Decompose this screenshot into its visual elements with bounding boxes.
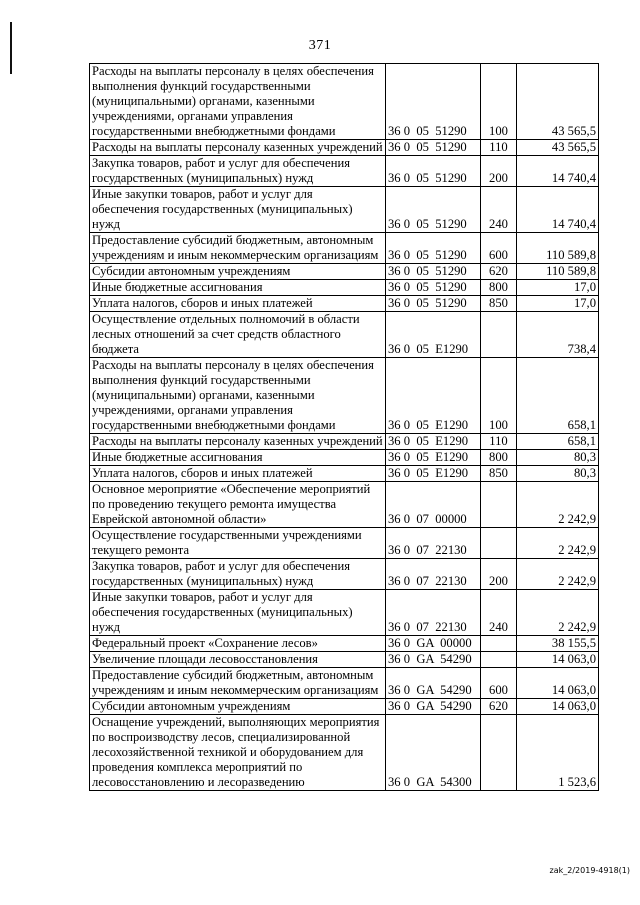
table-row bbox=[90, 466, 599, 482]
row-code-cell: 36 0 GA 54290 bbox=[386, 652, 481, 668]
row-expense-type-cell bbox=[481, 528, 517, 559]
row-name-cell: Уплата налогов, сборов и иных платежей bbox=[90, 296, 386, 312]
row-code-cell: 36 0 GA 54290 bbox=[386, 699, 481, 715]
row-expense-type-cell: 200 bbox=[481, 156, 517, 187]
row-amount-cell: 2 242,9 bbox=[517, 559, 599, 590]
row-code-cell: 36 0 GA 00000 bbox=[386, 636, 481, 652]
table-row bbox=[90, 358, 599, 434]
row-amount-cell: 14 740,4 bbox=[517, 187, 599, 233]
table-row bbox=[90, 312, 599, 358]
table-row bbox=[90, 296, 599, 312]
row-amount-cell: 2 242,9 bbox=[517, 482, 599, 528]
table-row bbox=[90, 140, 599, 156]
row-code-cell: 36 0 GA 54300 bbox=[386, 715, 481, 791]
row-code-cell: 36 0 05 51290 bbox=[386, 140, 481, 156]
row-code-cell: 36 0 05 51290 bbox=[386, 296, 481, 312]
row-amount-cell: 2 242,9 bbox=[517, 590, 599, 636]
row-code-cell: 36 0 05 51290 bbox=[386, 280, 481, 296]
row-amount-cell: 14 063,0 bbox=[517, 668, 599, 699]
row-expense-type-cell: 100 bbox=[481, 358, 517, 434]
row-name-cell: Осуществление государственными учреждениями текущего ремонта bbox=[90, 528, 386, 559]
budget-table-body bbox=[90, 64, 599, 791]
row-name-cell: Закупка товаров, работ и услуг для обеспечения государственных (муниципальных) нужд bbox=[90, 156, 386, 187]
table-row bbox=[90, 450, 599, 466]
row-expense-type-cell: 800 bbox=[481, 280, 517, 296]
table-row bbox=[90, 264, 599, 280]
row-expense-type-cell: 240 bbox=[481, 187, 517, 233]
row-name-cell: Предоставление субсидий бюджетным, автономным учреждениям и иным некоммерческим организациям bbox=[90, 233, 386, 264]
row-code-cell: 36 0 05 51290 bbox=[386, 187, 481, 233]
row-amount-cell: 2 242,9 bbox=[517, 528, 599, 559]
row-code-cell: 36 0 05 51290 bbox=[386, 156, 481, 187]
row-expense-type-cell: 110 bbox=[481, 434, 517, 450]
row-expense-type-cell bbox=[481, 652, 517, 668]
row-expense-type-cell: 100 bbox=[481, 64, 517, 140]
row-code-cell: 36 0 05 51290 bbox=[386, 264, 481, 280]
row-amount-cell: 43 565,5 bbox=[517, 64, 599, 140]
row-code-cell: 36 0 05 51290 bbox=[386, 64, 481, 140]
table-row bbox=[90, 187, 599, 233]
table-row bbox=[90, 715, 599, 791]
row-name-cell: Субсидии автономным учреждениям bbox=[90, 264, 386, 280]
row-code-cell: 36 0 05 E1290 bbox=[386, 434, 481, 450]
table-row bbox=[90, 280, 599, 296]
row-expense-type-cell bbox=[481, 715, 517, 791]
row-name-cell: Иные закупки товаров, работ и услуг для обеспечения государственных (муниципальных) нужд bbox=[90, 590, 386, 636]
row-name-cell: Иные бюджетные ассигнования bbox=[90, 280, 386, 296]
row-amount-cell: 17,0 bbox=[517, 280, 599, 296]
row-amount-cell: 658,1 bbox=[517, 434, 599, 450]
table-row bbox=[90, 559, 599, 590]
row-expense-type-cell: 850 bbox=[481, 296, 517, 312]
row-code-cell: 36 0 05 E1290 bbox=[386, 466, 481, 482]
row-expense-type-cell: 240 bbox=[481, 590, 517, 636]
row-expense-type-cell: 200 bbox=[481, 559, 517, 590]
row-name-cell: Осуществление отдельных полномочий в области лесных отношений за счет средств областного бюджета bbox=[90, 312, 386, 358]
row-code-cell: 36 0 07 22130 bbox=[386, 590, 481, 636]
row-name-cell: Оснащение учреждений, выполняющих мероприятия по воспроизводству лесов, специализированной лесохозяйственной техникой и оборудованием для проведения комплекса мероприятий по лесовосстановлению и лесоразведению bbox=[90, 715, 386, 791]
row-expense-type-cell: 600 bbox=[481, 233, 517, 264]
row-code-cell: 36 0 05 51290 bbox=[386, 233, 481, 264]
row-name-cell: Расходы на выплаты персоналу в целях обеспечения выполнения функций государственными (муниципальными) органами, казенными учреждениями, органами управления государственными внебюджетными фондами bbox=[90, 358, 386, 434]
row-expense-type-cell: 620 bbox=[481, 699, 517, 715]
row-code-cell: 36 0 GA 54290 bbox=[386, 668, 481, 699]
table-row bbox=[90, 434, 599, 450]
row-amount-cell: 110 589,8 bbox=[517, 264, 599, 280]
row-code-cell: 36 0 07 22130 bbox=[386, 528, 481, 559]
row-expense-type-cell: 850 bbox=[481, 466, 517, 482]
row-expense-type-cell: 800 bbox=[481, 450, 517, 466]
table-row bbox=[90, 233, 599, 264]
budget-table bbox=[89, 63, 599, 791]
row-expense-type-cell bbox=[481, 482, 517, 528]
row-name-cell: Расходы на выплаты персоналу казенных учреждений bbox=[90, 140, 386, 156]
row-name-cell: Основное мероприятие «Обеспечение мероприятий по проведению текущего ремонта имущества Еврейской автономной области» bbox=[90, 482, 386, 528]
table-row bbox=[90, 636, 599, 652]
row-amount-cell: 80,3 bbox=[517, 450, 599, 466]
row-name-cell: Иные закупки товаров, работ и услуг для обеспечения государственных (муниципальных) нужд bbox=[90, 187, 386, 233]
row-amount-cell: 80,3 bbox=[517, 466, 599, 482]
row-expense-type-cell bbox=[481, 312, 517, 358]
row-amount-cell: 1 523,6 bbox=[517, 715, 599, 791]
row-amount-cell: 14 740,4 bbox=[517, 156, 599, 187]
table-row bbox=[90, 482, 599, 528]
row-name-cell: Иные бюджетные ассигнования bbox=[90, 450, 386, 466]
row-name-cell: Закупка товаров, работ и услуг для обеспечения государственных (муниципальных) нужд bbox=[90, 559, 386, 590]
row-code-cell: 36 0 05 E1290 bbox=[386, 358, 481, 434]
row-amount-cell: 14 063,0 bbox=[517, 652, 599, 668]
row-amount-cell: 17,0 bbox=[517, 296, 599, 312]
document-footer: zak_2/2019-4918(1) bbox=[549, 866, 630, 875]
row-expense-type-cell: 110 bbox=[481, 140, 517, 156]
table-row bbox=[90, 590, 599, 636]
row-name-cell: Расходы на выплаты персоналу казенных учреждений bbox=[90, 434, 386, 450]
row-amount-cell: 14 063,0 bbox=[517, 699, 599, 715]
row-amount-cell: 43 565,5 bbox=[517, 140, 599, 156]
row-name-cell: Расходы на выплаты персоналу в целях обеспечения выполнения функций государственными (муниципальными) органами, казенными учреждениями, органами управления государственными внебюджетными фондами bbox=[90, 64, 386, 140]
row-name-cell: Предоставление субсидий бюджетным, автономным учреждениям и иным некоммерческим организациям bbox=[90, 668, 386, 699]
row-expense-type-cell: 600 bbox=[481, 668, 517, 699]
table-row bbox=[90, 652, 599, 668]
table-row bbox=[90, 64, 599, 140]
row-name-cell: Увеличение площади лесовосстановления bbox=[90, 652, 386, 668]
row-name-cell: Федеральный проект «Сохранение лесов» bbox=[90, 636, 386, 652]
row-amount-cell: 38 155,5 bbox=[517, 636, 599, 652]
row-name-cell: Субсидии автономным учреждениям bbox=[90, 699, 386, 715]
row-amount-cell: 658,1 bbox=[517, 358, 599, 434]
row-code-cell: 36 0 07 22130 bbox=[386, 559, 481, 590]
row-amount-cell: 738,4 bbox=[517, 312, 599, 358]
row-name-cell: Уплата налогов, сборов и иных платежей bbox=[90, 466, 386, 482]
table-row bbox=[90, 156, 599, 187]
table-row bbox=[90, 699, 599, 715]
row-code-cell: 36 0 07 00000 bbox=[386, 482, 481, 528]
page-number: 371 bbox=[308, 38, 332, 53]
row-code-cell: 36 0 05 E1290 bbox=[386, 450, 481, 466]
row-amount-cell: 110 589,8 bbox=[517, 233, 599, 264]
row-expense-type-cell: 620 bbox=[481, 264, 517, 280]
table-row bbox=[90, 528, 599, 559]
row-expense-type-cell bbox=[481, 636, 517, 652]
row-code-cell: 36 0 05 E1290 bbox=[386, 312, 481, 358]
table-row bbox=[90, 668, 599, 699]
